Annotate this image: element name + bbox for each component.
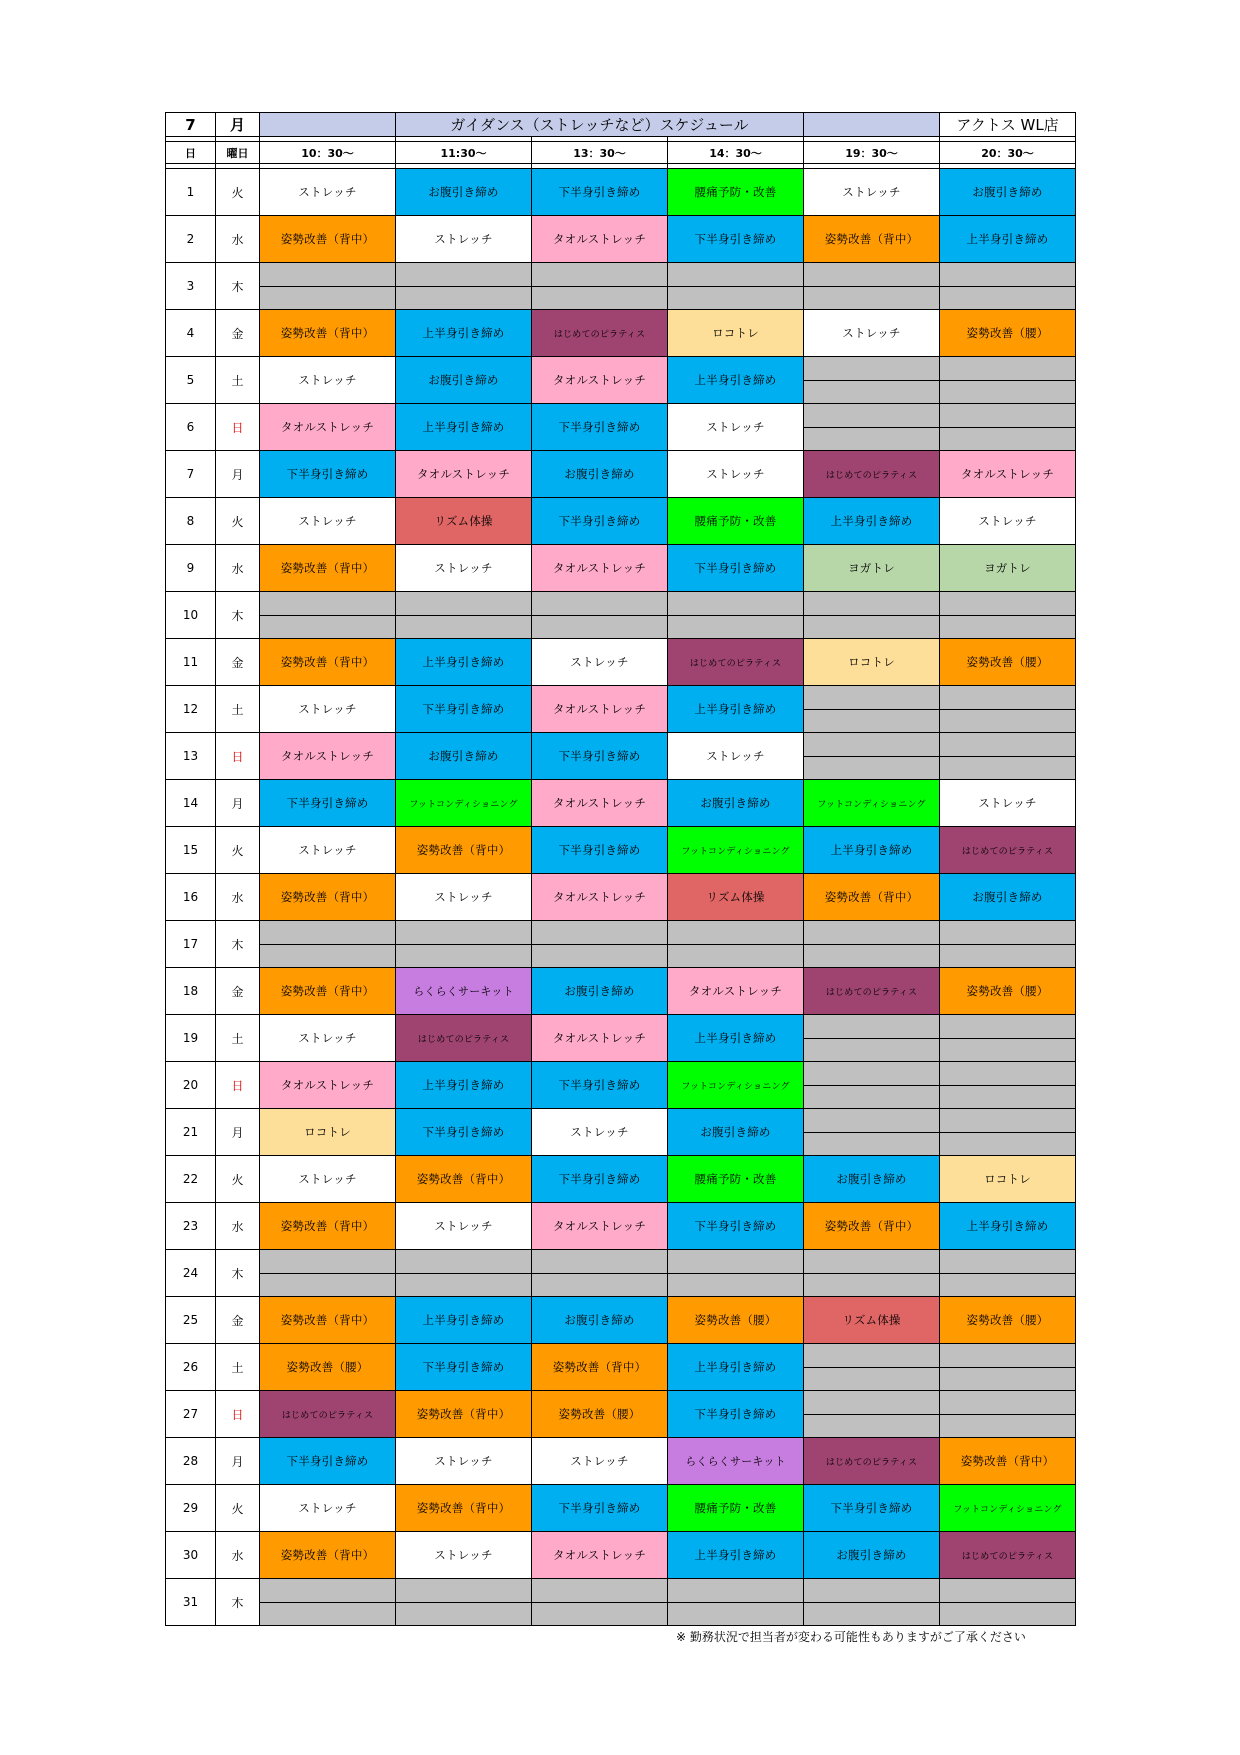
class-slot: らくらくサーキット (396, 968, 532, 1015)
day-number: 7 (166, 451, 216, 498)
class-slot: フットコンディショニング (668, 1062, 804, 1109)
class-slot: 下半身引き締め (396, 1109, 532, 1156)
class-slot: ストレッチ (260, 1156, 396, 1203)
weekday: 日 (216, 1391, 260, 1438)
day-number: 17 (166, 921, 216, 968)
closed-slot (668, 1579, 804, 1626)
class-slot: 下半身引き締め (532, 1062, 668, 1109)
class-slot: お腹引き締め (396, 169, 532, 216)
class-slot: はじめてのピラティス (940, 1532, 1076, 1579)
day-number: 14 (166, 780, 216, 827)
schedule-title: ガイダンス（ストレッチなど）スケジュール (396, 113, 804, 137)
class-slot: 下半身引き締め (532, 169, 668, 216)
weekday: 木 (216, 1579, 260, 1626)
weekday: 木 (216, 592, 260, 639)
class-slot: ストレッチ (396, 874, 532, 921)
time-header-4: 14：30～ (668, 142, 804, 164)
day-number: 9 (166, 545, 216, 592)
class-slot: 上半身引き締め (804, 498, 940, 545)
closed-slot (804, 1391, 940, 1438)
closed-slot (804, 1344, 940, 1391)
closed-slot (940, 921, 1076, 968)
weekday: 日 (216, 1062, 260, 1109)
class-slot: ストレッチ (260, 686, 396, 733)
class-slot: はじめてのピラティス (804, 1438, 940, 1485)
class-slot: 腰痛予防・改善 (668, 169, 804, 216)
weekday: 火 (216, 1485, 260, 1532)
class-slot: はじめてのピラティス (260, 1391, 396, 1438)
class-slot: お腹引き締め (396, 357, 532, 404)
class-slot: 姿勢改善（背中） (260, 874, 396, 921)
weekday: 月 (216, 1438, 260, 1485)
weekday: 水 (216, 216, 260, 263)
class-slot: ストレッチ (940, 498, 1076, 545)
class-slot: リズム体操 (396, 498, 532, 545)
class-slot: 姿勢改善（背中） (260, 545, 396, 592)
time-header-6: 20：30～ (940, 142, 1076, 164)
class-slot: お腹引き締め (532, 968, 668, 1015)
day-number: 2 (166, 216, 216, 263)
class-slot: 姿勢改善（背中） (260, 1297, 396, 1344)
class-slot: ストレッチ (260, 1485, 396, 1532)
closed-slot (396, 263, 532, 310)
day-row (166, 1438, 1076, 1485)
day-row (166, 357, 1076, 404)
day-number: 20 (166, 1062, 216, 1109)
closed-slot (940, 263, 1076, 310)
class-slot: 姿勢改善（腰） (532, 1391, 668, 1438)
closed-slot (668, 263, 804, 310)
closed-slot (804, 357, 940, 404)
class-slot: 姿勢改善（背中） (260, 216, 396, 263)
class-slot: お腹引き締め (804, 1156, 940, 1203)
class-slot: 上半身引き締め (396, 639, 532, 686)
class-slot: 姿勢改善（腰） (668, 1297, 804, 1344)
day-number: 12 (166, 686, 216, 733)
closed-slot (940, 357, 1076, 404)
class-slot: タオルストレッチ (532, 874, 668, 921)
weekday: 水 (216, 874, 260, 921)
class-slot: タオルストレッチ (532, 1015, 668, 1062)
day-row (166, 874, 1076, 921)
closed-slot (532, 1579, 668, 1626)
class-slot: 姿勢改善（背中） (260, 968, 396, 1015)
class-slot: ストレッチ (396, 216, 532, 263)
title-row (166, 113, 1076, 137)
day-row (166, 1203, 1076, 1250)
day-row (166, 1297, 1076, 1344)
weekday: 火 (216, 1156, 260, 1203)
class-slot: 姿勢改善（腰） (260, 1344, 396, 1391)
day-number: 27 (166, 1391, 216, 1438)
time-header-5: 19：30～ (804, 142, 940, 164)
class-slot: ストレッチ (804, 169, 940, 216)
class-slot: 姿勢改善（背中） (396, 1485, 532, 1532)
day-number: 13 (166, 733, 216, 780)
closed-slot (260, 592, 396, 639)
class-slot: 姿勢改善（腰） (940, 639, 1076, 686)
weekday: 木 (216, 921, 260, 968)
day-row (166, 1156, 1076, 1203)
class-slot: ヨガトレ (940, 545, 1076, 592)
weekday: 金 (216, 639, 260, 686)
closed-slot (940, 1062, 1076, 1109)
closed-slot (396, 921, 532, 968)
day-number: 31 (166, 1579, 216, 1626)
class-slot: 姿勢改善（腰） (940, 968, 1076, 1015)
closed-slot (804, 404, 940, 451)
day-number: 16 (166, 874, 216, 921)
class-slot: ストレッチ (668, 451, 804, 498)
class-slot: 下半身引き締め (804, 1485, 940, 1532)
closed-slot (940, 1344, 1076, 1391)
class-slot: 腰痛予防・改善 (668, 1156, 804, 1203)
day-number: 24 (166, 1250, 216, 1297)
closed-slot (532, 263, 668, 310)
class-slot: 腰痛予防・改善 (668, 1485, 804, 1532)
class-slot: ストレッチ (940, 780, 1076, 827)
class-slot: 下半身引き締め (668, 1203, 804, 1250)
closed-slot (260, 1579, 396, 1626)
class-slot: 下半身引き締め (532, 733, 668, 780)
class-slot: ロコトレ (804, 639, 940, 686)
closed-slot (668, 592, 804, 639)
closed-slot (804, 921, 940, 968)
day-row (166, 921, 1076, 968)
class-slot: リズム体操 (804, 1297, 940, 1344)
day-row (166, 1109, 1076, 1156)
class-slot: ストレッチ (804, 310, 940, 357)
class-slot: タオルストレッチ (532, 216, 668, 263)
class-slot: ストレッチ (668, 733, 804, 780)
class-slot: お腹引き締め (940, 874, 1076, 921)
class-slot: 姿勢改善（背中） (804, 1203, 940, 1250)
class-slot: 姿勢改善（背中） (260, 639, 396, 686)
class-slot: タオルストレッチ (940, 451, 1076, 498)
class-slot: 上半身引き締め (396, 1062, 532, 1109)
day-row (166, 592, 1076, 639)
class-slot: 下半身引き締め (668, 1391, 804, 1438)
day-row (166, 1344, 1076, 1391)
closed-slot (804, 1062, 940, 1109)
class-slot: フットコンディショニング (668, 827, 804, 874)
class-slot: ヨガトレ (804, 545, 940, 592)
day-row (166, 545, 1076, 592)
weekday: 土 (216, 1015, 260, 1062)
class-slot: 下半身引き締め (260, 451, 396, 498)
class-slot: ストレッチ (532, 1438, 668, 1485)
footnote: ※ 勤務状況で担当者が変わる可能性もありますがご了承ください (676, 1630, 1026, 1644)
day-number: 5 (166, 357, 216, 404)
class-slot: 姿勢改善（背中） (532, 1344, 668, 1391)
closed-slot (532, 921, 668, 968)
closed-slot (940, 686, 1076, 733)
day-row (166, 1062, 1076, 1109)
class-slot: タオルストレッチ (532, 1203, 668, 1250)
closed-slot (940, 1250, 1076, 1297)
weekday: 金 (216, 968, 260, 1015)
day-row (166, 263, 1076, 310)
day-number: 1 (166, 169, 216, 216)
day-number: 21 (166, 1109, 216, 1156)
class-slot: はじめてのピラティス (396, 1015, 532, 1062)
class-slot: 下半身引き締め (532, 1485, 668, 1532)
class-slot: 下半身引き締め (532, 404, 668, 451)
day-row (166, 827, 1076, 874)
day-row (166, 1015, 1076, 1062)
day-number: 23 (166, 1203, 216, 1250)
weekday: 木 (216, 1250, 260, 1297)
class-slot: 上半身引き締め (668, 357, 804, 404)
weekday: 月 (216, 1109, 260, 1156)
weekday: 土 (216, 357, 260, 404)
class-slot: 下半身引き締め (532, 1156, 668, 1203)
class-slot: 上半身引き締め (668, 1015, 804, 1062)
weekday: 火 (216, 498, 260, 545)
class-slot: 上半身引き締め (396, 310, 532, 357)
class-slot: タオルストレッチ (532, 1532, 668, 1579)
day-number: 22 (166, 1156, 216, 1203)
class-slot: 姿勢改善（腰） (940, 1297, 1076, 1344)
weekday: 金 (216, 1297, 260, 1344)
day-column-header: 日 (166, 142, 216, 164)
closed-slot (804, 1109, 940, 1156)
class-slot: 下半身引き締め (260, 780, 396, 827)
class-slot: 上半身引き締め (396, 404, 532, 451)
day-row (166, 1250, 1076, 1297)
class-slot: タオルストレッチ (668, 968, 804, 1015)
class-slot: ストレッチ (260, 357, 396, 404)
class-slot: ストレッチ (532, 1109, 668, 1156)
day-row (166, 216, 1076, 263)
closed-slot (668, 921, 804, 968)
weekday: 金 (216, 310, 260, 357)
closed-slot (260, 921, 396, 968)
class-slot: はじめてのピラティス (940, 827, 1076, 874)
day-number: 25 (166, 1297, 216, 1344)
weekday: 土 (216, 1344, 260, 1391)
closed-slot (396, 1250, 532, 1297)
class-slot: 下半身引き締め (668, 545, 804, 592)
closed-slot (804, 686, 940, 733)
closed-slot (804, 1250, 940, 1297)
day-row (166, 639, 1076, 686)
class-slot: お腹引き締め (396, 733, 532, 780)
schedule-body (166, 113, 1076, 1626)
class-slot: タオルストレッチ (260, 1062, 396, 1109)
weekday: 月 (216, 780, 260, 827)
schedule-table (165, 112, 1076, 1626)
class-slot: 上半身引き締め (668, 686, 804, 733)
closed-slot (940, 592, 1076, 639)
weekday: 月 (216, 451, 260, 498)
class-slot: タオルストレッチ (260, 733, 396, 780)
class-slot: 上半身引き締め (804, 827, 940, 874)
closed-slot (396, 592, 532, 639)
day-number: 4 (166, 310, 216, 357)
class-slot: はじめてのピラティス (804, 451, 940, 498)
day-row (166, 310, 1076, 357)
class-slot: らくらくサーキット (668, 1438, 804, 1485)
class-slot: タオルストレッチ (532, 545, 668, 592)
class-slot: 下半身引き締め (260, 1438, 396, 1485)
day-row (166, 451, 1076, 498)
day-number: 29 (166, 1485, 216, 1532)
class-slot: はじめてのピラティス (804, 968, 940, 1015)
class-slot: リズム体操 (668, 874, 804, 921)
closed-slot (804, 733, 940, 780)
class-slot: 姿勢改善（背中） (940, 1438, 1076, 1485)
closed-slot (940, 1391, 1076, 1438)
class-slot: 姿勢改善（背中） (260, 1203, 396, 1250)
time-header-1: 10：30～ (260, 142, 396, 164)
class-slot: ストレッチ (260, 827, 396, 874)
class-slot: 姿勢改善（背中） (260, 1532, 396, 1579)
class-slot: 腰痛予防・改善 (668, 498, 804, 545)
day-number: 10 (166, 592, 216, 639)
class-slot: 上半身引き締め (668, 1344, 804, 1391)
day-row (166, 404, 1076, 451)
class-slot: 姿勢改善（背中） (804, 874, 940, 921)
class-slot: ストレッチ (260, 1015, 396, 1062)
class-slot: ロコトレ (668, 310, 804, 357)
closed-slot (940, 733, 1076, 780)
class-slot: フットコンディショニング (804, 780, 940, 827)
class-slot: 姿勢改善（背中） (804, 216, 940, 263)
day-row (166, 1485, 1076, 1532)
class-slot: 下半身引き締め (532, 498, 668, 545)
weekday: 木 (216, 263, 260, 310)
day-row (166, 169, 1076, 216)
class-slot: タオルストレッチ (532, 686, 668, 733)
class-slot: お腹引き締め (668, 780, 804, 827)
closed-slot (260, 1250, 396, 1297)
class-slot: 下半身引き締め (668, 216, 804, 263)
class-slot: タオルストレッチ (260, 404, 396, 451)
column-header-row (166, 142, 1076, 164)
header-band-left (260, 113, 396, 137)
class-slot: 下半身引き締め (532, 827, 668, 874)
class-slot: ストレッチ (396, 1203, 532, 1250)
class-slot: ストレッチ (396, 1532, 532, 1579)
day-row (166, 686, 1076, 733)
day-number: 8 (166, 498, 216, 545)
class-slot: タオルストレッチ (396, 451, 532, 498)
closed-slot (940, 404, 1076, 451)
class-slot: ストレッチ (396, 1438, 532, 1485)
class-slot: お腹引き締め (668, 1109, 804, 1156)
class-slot: 下半身引き締め (396, 1344, 532, 1391)
class-slot: 姿勢改善（背中） (396, 1156, 532, 1203)
closed-slot (804, 263, 940, 310)
month-number: 7 (166, 113, 216, 137)
class-slot: 姿勢改善（背中） (396, 1391, 532, 1438)
weekday: 水 (216, 545, 260, 592)
class-slot: 姿勢改善（背中） (260, 310, 396, 357)
class-slot: 上半身引き締め (396, 1297, 532, 1344)
class-slot: タオルストレッチ (532, 357, 668, 404)
weekday: 水 (216, 1203, 260, 1250)
class-slot: ストレッチ (260, 498, 396, 545)
closed-slot (532, 1250, 668, 1297)
day-number: 30 (166, 1532, 216, 1579)
day-number: 15 (166, 827, 216, 874)
schedule-sheet (165, 112, 1075, 1626)
day-number: 3 (166, 263, 216, 310)
class-slot: 姿勢改善（背中） (396, 827, 532, 874)
class-slot: はじめてのピラティス (668, 639, 804, 686)
class-slot: 姿勢改善（腰） (940, 310, 1076, 357)
class-slot: お腹引き締め (804, 1532, 940, 1579)
day-number: 28 (166, 1438, 216, 1485)
day-row (166, 968, 1076, 1015)
class-slot: フットコンディショニング (396, 780, 532, 827)
closed-slot (260, 263, 396, 310)
day-number: 6 (166, 404, 216, 451)
weekday-column-header: 曜日 (216, 142, 260, 164)
closed-slot (940, 1015, 1076, 1062)
day-row (166, 1391, 1076, 1438)
time-header-3: 13：30～ (532, 142, 668, 164)
time-header-2: 11:30～ (396, 142, 532, 164)
day-row (166, 780, 1076, 827)
day-row (166, 1579, 1076, 1626)
day-row (166, 498, 1076, 545)
day-number: 26 (166, 1344, 216, 1391)
class-slot: お腹引き締め (940, 169, 1076, 216)
weekday: 火 (216, 827, 260, 874)
closed-slot (804, 592, 940, 639)
closed-slot (804, 1579, 940, 1626)
class-slot: ストレッチ (668, 404, 804, 451)
day-row (166, 1532, 1076, 1579)
weekday: 日 (216, 733, 260, 780)
class-slot: お腹引き締め (532, 1297, 668, 1344)
class-slot: 上半身引き締め (940, 216, 1076, 263)
class-slot: フットコンディショニング (940, 1485, 1076, 1532)
closed-slot (804, 1015, 940, 1062)
weekday: 日 (216, 404, 260, 451)
closed-slot (396, 1579, 532, 1626)
class-slot: はじめてのピラティス (532, 310, 668, 357)
day-number: 19 (166, 1015, 216, 1062)
day-row (166, 733, 1076, 780)
weekday: 水 (216, 1532, 260, 1579)
closed-slot (940, 1579, 1076, 1626)
class-slot: ロコトレ (260, 1109, 396, 1156)
class-slot: タオルストレッチ (532, 780, 668, 827)
class-slot: 上半身引き締め (668, 1532, 804, 1579)
closed-slot (532, 592, 668, 639)
class-slot: 上半身引き締め (940, 1203, 1076, 1250)
class-slot: ストレッチ (532, 639, 668, 686)
month-unit: 月 (216, 113, 260, 137)
class-slot: 下半身引き締め (396, 686, 532, 733)
day-number: 11 (166, 639, 216, 686)
store-name: アクトス WL店 (940, 113, 1076, 137)
class-slot: ロコトレ (940, 1156, 1076, 1203)
weekday: 土 (216, 686, 260, 733)
class-slot: ストレッチ (396, 545, 532, 592)
weekday: 火 (216, 169, 260, 216)
day-number: 18 (166, 968, 216, 1015)
class-slot: お腹引き締め (532, 451, 668, 498)
closed-slot (668, 1250, 804, 1297)
header-band-right (804, 113, 940, 137)
class-slot: ストレッチ (260, 169, 396, 216)
closed-slot (940, 1109, 1076, 1156)
